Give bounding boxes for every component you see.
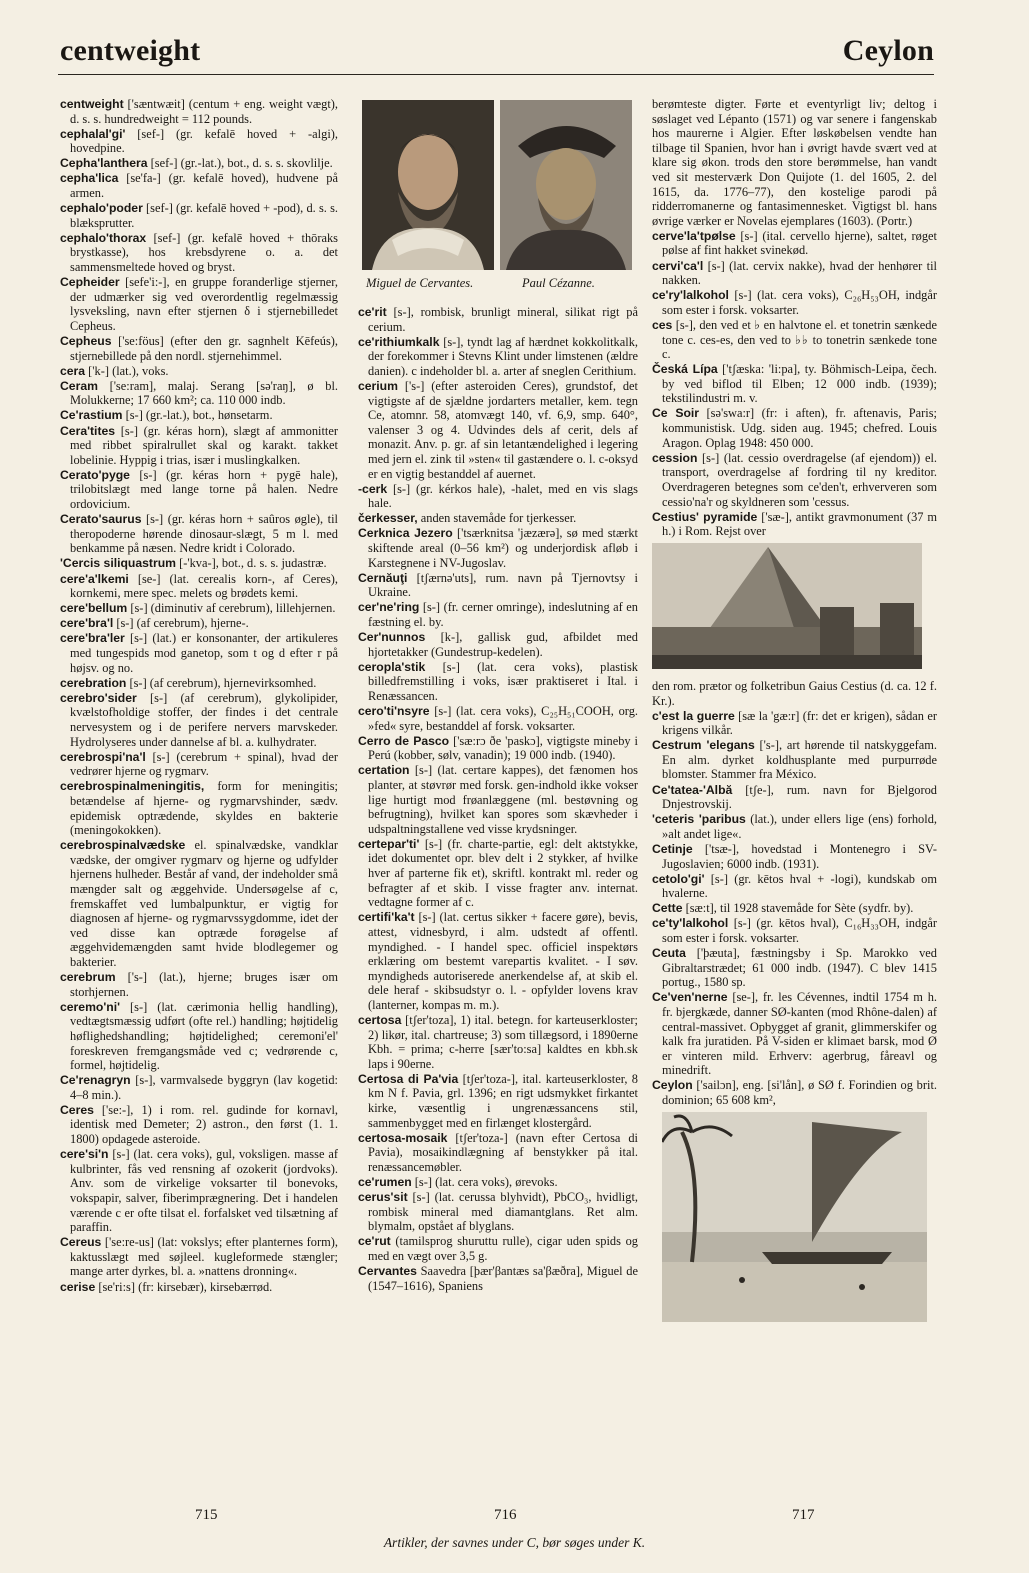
entry-definition: ['þæuta], fæstningsby i Sp. Marokko ved Gibraltarstrædet; 61 000 indb. (1947). C blev 1415 portug., 1580 sp. [662, 946, 937, 990]
dictionary-entry [358, 1072, 638, 1130]
dictionary-entry [358, 1234, 638, 1263]
entry-definition: [se'fa-] (gr. kefalē hoved), hudvene på armen. [70, 171, 338, 201]
dictionary-entry [60, 364, 338, 379]
entry-definition: [s-] (gr. kētos hval), C₁₆H₃₃OH, indgår som ester i forsk. voksarter. [662, 916, 937, 945]
entry-headword: Cette [652, 901, 683, 916]
cervantes-portrait [362, 100, 494, 270]
entry-definition: [s-] (gr.-lat.), bot., hønsetarm. [122, 408, 273, 423]
entry-headword: čerkesser, [358, 511, 418, 526]
dictionary-entry [60, 424, 338, 468]
entry-headword: Cer'nunnos [358, 630, 426, 645]
entry-definition: [tʃer'toza-], ital. karteuserkloster, 8 km N f. Pavia, grl. 1396; en rigt udsmykket firkantet kirke, væsentlig i ungrenæssancens stil, sammenbygget med en firlænget klostergård. [368, 1071, 638, 1130]
dictionary-entry [60, 408, 338, 423]
dictionary-entry [652, 901, 937, 916]
entry-definition: ['tsærknitsa 'jæzærə], sø med stærkt skiftende areal (0–56 km²) og underjordisk afløb i Karstegnene i NV-Jugoslav. [368, 526, 639, 570]
dictionary-entry [652, 451, 937, 509]
entry-definition: [s-] (lat. cerussa blyhvidt), PbCO₃, hvidligt, rombisk mineral med diamantglans. Ret alm. blymalm, opstået af blyglans. [368, 1190, 638, 1234]
cervantes-continuation: berømteste digter. Førte et eventyrligt liv; deltog i søslaget ved Lépanto (1571) og var senere i fangenskab hos maurerne i Algier. Efter løskøbelsen vendte han tilbage til Spanien, hvor han i øvrigt havde svært ved at klare sig økon. trods den store berømmelse, han vandt ved sit mesterværk Don Quijote (1. del 1605, 2. del 1615, da. 1776–77), den kostelige parodi på ridderromanerne og fantasimennesket. Vigtigst bl. hans øvrige værker er Novelas ejemplares (1603). (Portr.) [652, 97, 937, 228]
entry-headword: Ceylon [652, 1078, 693, 1093]
entry-definition: [tʃærnə'uts], rum. navn på Tjernovtsy i Ukraine. [368, 570, 638, 600]
entry-definition: [s-] (gr. kéras horn + saûros øgle), til theropoderne hørende dinosaur-slægt, 5 m l. med benkamme på næsen. Nedre kridt i Colorado. [70, 512, 338, 556]
entry-headword: cere'bellum [60, 601, 128, 616]
entry-definition: [s-] (fr. charte-partie, egl: delt aktstykke, idet dokumentet opr. blev delt i 2 stykker, af hvilke hver af parterne fik et), skriftl. kontrakt ml. reder og befragter af et skib. I visse fragter anv. internat. vedtagne former af c. [368, 836, 638, 910]
entry-definition: [sef-] (gr. kefalē hoved + -algi), hovedpine. [70, 126, 338, 156]
dictionary-entry [358, 526, 638, 570]
right-running-headword: Ceylon [842, 34, 934, 67]
entry-definition: ['k-] (lat.), voks. [85, 363, 169, 378]
entry-headword: Ce'rastium [60, 408, 123, 423]
dictionary-entry [358, 600, 638, 629]
dictionary-entry [60, 750, 338, 779]
entry-definition: [s-] (lat. certus sikker + facere gøre), bevis, attest, vidnesbyrd, i alm. udstedt af offentl. myndighed. - I handel spec. officiel inspektørs erklæring om bestemt varepartis kvalitet. - I søv. myndigheds autoriserede anerkendelse af, at skib el. dele heraf - skibsudstyr o. l. - opfylder lovens krav (lanterner, kompas m. m.). [368, 910, 638, 1012]
dictionary-entry [60, 556, 338, 571]
page-number-middle: 716 [494, 1507, 517, 1523]
column-right [652, 97, 937, 1326]
entry-definition: ['sæ:rɔ ðe 'paskɔ], vigtigste mineby i Perú (kobber, sølv, vanadin); 19 000 indb. (1940). [368, 733, 638, 763]
entry-definition: el. spinalvædske, vandklar vædske, der omgiver rygmarv og hjerne og udfylder hjernens hulheder. Består af vand, der indeholder små mængder salt og æggehvide. Undersøgelse af c, fremskaffet ved lumbalpunktur, er vigtig for diagnosen af hjerne- og rygmarvssygdomme, idet der ved disse kan optræde forøgelse af æggehvidemængden samt hvide blodlegemer og bakterier. [70, 838, 338, 969]
entry-definition: [s-] (lat. cervix nakke), hvad der henhører til nakken. [662, 258, 937, 288]
portrait-figures [362, 100, 634, 300]
entry-headword: ce'ty'lalkohol [652, 916, 729, 931]
entry-definition: [s-], tyndt lag af hærdnet kokkolitkalk, der forekommer i Stevns Klint under limstenen (ældre danien). c indeholder bl. a. arter af sneglen Cerithium. [368, 334, 638, 378]
entry-headword: cere'bra'l [60, 616, 114, 631]
entry-definition: form for meningitis; betændelse af hjerne- og rygmarvshinder, sædv. epidemisk optrædende, skyldes en bakterie (meningokokken). [70, 779, 338, 838]
entry-headword: cero'ti'nsyre [358, 704, 430, 719]
entry-headword: Ceuta [652, 946, 686, 961]
dictionary-entry [652, 738, 937, 782]
entry-headword: ce'rut [358, 1234, 391, 1249]
entry-headword: Ceres [60, 1102, 94, 1117]
entry-headword: Cestrum 'elegans [652, 738, 755, 753]
entry-headword: certifi'ka't [358, 910, 415, 925]
dictionary-entry [358, 630, 638, 659]
dictionary-entry [60, 201, 338, 230]
dictionary-entry [652, 872, 937, 901]
entry-headword: Cestius' pyramide [652, 509, 758, 524]
entry-headword: Česká Lípa [652, 362, 718, 377]
entry-headword: cer'ne'ring [358, 600, 420, 615]
entry-definition: ['s-] (lat.), hjerne; bruges især om storhjernen. [70, 970, 338, 999]
entry-definition: [s-], den ved et ♭ en halvtone el. et tonetrin sænkede tone c. ces-es, den ved to ♭♭ to tonetrin sænkede tone c. [662, 317, 937, 362]
dictionary-entry [60, 275, 338, 333]
entry-definition: [s-] (diminutiv af cerebrum), lillehjernen. [127, 601, 336, 616]
entry-headword: Cera'tites [60, 423, 116, 438]
entry-headword: cetolo'gi' [652, 871, 705, 886]
entry-definition: [s-], rombisk, brunligt mineral, silikat rigt på cerium. [368, 305, 638, 334]
entry-headword: Cerato'pyge [60, 467, 130, 482]
entry-definition: ['sæntwæit] (centum + eng. weight vægt), d. s. s. hundredweight = 112 pounds. [70, 97, 338, 126]
entry-headword: Cerknica Jezero [358, 526, 453, 541]
entry-headword: Cerato'saurus [60, 512, 142, 527]
dictionary-entry [652, 842, 937, 871]
entry-definition: [sefe'i:-], en gruppe foranderlige stjerner, der udmærker sig ved overordentlig regelmæssig lysveksling, navn efter stjernen δ i stjernebilledet Cepheus. [70, 275, 338, 333]
entry-definition: [sef-] (gr. kefalē hoved + thōraks brystkasse), hos krebsdyrene o. a. det sammensmeltede hoved og bryst. [70, 230, 338, 275]
entry-headword: 'ceteris 'paribus [652, 812, 746, 827]
entry-headword: Ce'tatea-'Albă [652, 782, 733, 797]
entry-definition: [sef-] (gr.-lat.), bot., d. s. s. skovlilje. [147, 156, 333, 171]
entry-headword: Cereus [60, 1235, 102, 1250]
dictionary-entry [60, 468, 338, 512]
dictionary-entry [652, 259, 937, 288]
dictionary-entry [652, 990, 937, 1078]
dictionary-entry [60, 779, 338, 837]
entry-headword: cerebrospinalmeningitis, [60, 779, 205, 794]
entry-headword: certation [358, 763, 410, 778]
dictionary-entry [652, 362, 937, 406]
entry-headword: Ceram [60, 378, 98, 393]
dictionary-entry [358, 837, 638, 910]
entry-definition: [s-] (lat. certare kappes), det fænomen hos planter, at støvrør med forsk. gen-indhold ikke vokser lige hurtigt mod frøanlæggene (ml. bestøvning og befrugtning), hvilket kan spores som skævheder i udspaltningstallene ved visse krydsninger. [368, 763, 638, 836]
entry-definition: [tʃe-], rum. navn for Bjelgorod Dnjestrovskij. [662, 782, 937, 812]
dictionary-entry [60, 156, 338, 171]
entry-headword: Cepheus [60, 334, 112, 348]
entry-definition: [se-], fr. les Cévennes, indtil 1754 m h. fr. bjergkæde, danner SØ-kanten (mod Rhône-dalen) af central-massivet. Opbygget af granit, glimmerskifer og kalk fra juratiden. På V-siden er klimaet barsk, mod Ø er vinteren mild. Erhverv: agerbrug, fåreavl og minedrift. [662, 990, 937, 1078]
dictionary-entry [60, 1073, 338, 1102]
dictionary-entry [60, 691, 338, 749]
entry-definition: [s-] (lat. cessio overdragelse (af ejendom)) el. transport, overdragelse af fordring til ny kreditor. Overdrageren betegnes som ce'den't, erhververen som cessio'na'r og skyldneren som 'cessus. [662, 450, 937, 509]
dictionary-entry [60, 379, 338, 408]
entry-definition: ['se:-], 1) i rom. rel. gudinde for kornavl, identisk med Demeter; 2) astron., den først (1. 1. 1800) opdagede asteroide. [70, 1102, 338, 1147]
entry-headword: ce'rit [358, 305, 387, 319]
cestius-continuation: den rom. prætor og folketribun Gaius Cestius (d. ca. 12 f. Kr.). [652, 678, 937, 708]
left-running-headword: centweight [60, 34, 201, 67]
dictionary-entry [652, 318, 937, 362]
entry-headword: Ce'ven'nerne [652, 990, 728, 1005]
cezanne-portrait [500, 100, 632, 270]
dictionary-entry [60, 97, 338, 126]
entry-definition: Saavedra [þær'βantæs sa'βæðra], Miguel de (1547–1616), Spaniens [368, 1264, 638, 1293]
dictionary-entry [652, 709, 937, 738]
entry-definition: [s-] (lat. cera voks), gul, voksligen. masse af kulbrinter, fås ved rensning af ozokerit (jordvoks). Anv. som de virkelige voksarter til bonevoks, vokspapir, salver, fiberimprægnering. Det i handelen værende c er ofte tilsat el. forfalsket ved tilsætning af paraffin. [70, 1147, 338, 1235]
dictionary-entry [358, 305, 638, 334]
dictionary-entry [358, 1190, 638, 1234]
entry-headword: cerus'sit [358, 1190, 408, 1205]
entry-headword: cession [652, 450, 698, 465]
dictionary-entry [60, 127, 338, 156]
entry-headword: cera [60, 363, 86, 378]
dictionary-entry [60, 1103, 338, 1147]
entry-headword: ce'ry'lalkohol [652, 288, 729, 303]
column-left [60, 97, 338, 1295]
entry-definition: [s-] (lat. cera voks), ørevoks. [411, 1175, 558, 1190]
entry-definition: ['sæ-], antikt gravmonument (37 m h.) i Rom. Rejst over [662, 509, 938, 539]
dictionary-entry [358, 734, 638, 763]
entry-definition: [s-] (af cerebrum), hjernevirksomhed. [126, 675, 317, 690]
entry-headword: ces [652, 317, 673, 332]
dictionary-entry [60, 1235, 338, 1279]
dictionary-entry [652, 229, 937, 258]
column-middle [358, 305, 638, 1294]
dictionary-entry [652, 783, 937, 812]
entry-definition: ['sailɔn], eng. [si'lån], ø SØ f. Forindien og brit. dominion; 65 608 km², [662, 1078, 937, 1108]
entry-headword: certosa-mosaik [358, 1130, 448, 1145]
entry-headword: ceropla'stik [358, 659, 426, 674]
entry-headword: cepha'lica [60, 171, 119, 186]
dictionary-entry [358, 482, 638, 511]
entry-definition: [-'kva-], bot., d. s. s. judastræ. [176, 556, 327, 571]
entry-definition: [sef-] (gr. kefalē hoved + -pod), d. s. s. blæksprutter. [70, 201, 338, 230]
dictionary-entry [60, 616, 338, 631]
dictionary-entry [358, 379, 638, 481]
dictionary-entry [358, 571, 638, 600]
entry-definition: [sæ:t], til 1928 stavemåde for Sète (sydfr. by). [682, 901, 914, 916]
dictionary-entry [60, 171, 338, 200]
dictionary-entry [358, 910, 638, 1012]
entry-definition: [sə'swa:r] (fr: i aften), fr. aftenavis, Paris; kommunistisk. Udg. siden aug. 1945; chefred. Louis Aragon. Oplag 1948: 450 000. [662, 406, 938, 450]
entry-headword: cephalo'thorax [60, 230, 147, 245]
entry-headword: cephalal'gi' [60, 126, 126, 141]
entry-headword: cere'si'n [60, 1147, 109, 1162]
dictionary-entry [652, 406, 937, 450]
entry-headword: cerium [358, 378, 398, 393]
entry-headword: cerebration [60, 675, 127, 690]
entry-definition: ['tʃæska: 'li:pa], ty. Böhmisch-Leipa, čech. by ved biflod til Elben; 12 000 indb. (1939); tekstilindustri m. v. [662, 362, 937, 406]
page-number-left: 715 [195, 1507, 218, 1523]
entry-definition: [s-] (lat. cera voks), plastisk billedfremstilling i voks, især praktiseret i Ital. i Renæssancen. [368, 659, 638, 703]
entry-headword: cerebrum [60, 970, 116, 985]
entry-headword: certepar'ti' [358, 836, 420, 851]
footer-note: Artikler, der savnes under C, bør søges under K. [383, 1535, 646, 1550]
dictionary-entry [652, 288, 937, 317]
portrait-caption-cezanne: Paul Cézanne. [522, 276, 595, 290]
entry-headword: -cerk [358, 481, 388, 496]
dictionary-entry [358, 335, 638, 379]
page-header [58, 28, 934, 75]
entry-headword: ceremo'ni' [60, 999, 120, 1014]
dictionary-entry [358, 660, 638, 704]
entry-definition: [s-] (cerebrum + spinal), hvad der vedrører hjerne og rygmarv. [70, 749, 338, 779]
entry-definition: [s-] (lat.) er konsonanter, der artikuleres med tungespids mod ganetop, som t og d efter r på højsv. og no. [70, 631, 338, 675]
entry-definition: [k-], gallisk gud, afbildet med hjortetakker (Gundestrup-kedelen). [368, 630, 638, 659]
dictionary-entry [60, 1147, 338, 1235]
entry-headword: cervi'ca'l [652, 258, 704, 273]
entry-definition: [s-] (af cerebrum), hjerne-. [113, 616, 249, 631]
entry-headword: cere'a'lkemi [60, 571, 129, 586]
entry-headword: c'est la guerre [652, 708, 735, 723]
entry-definition: [s-] (gr. kéras horn), slægt af ammonitter med ribbet spiralrullet skal og karakt. takket lobelinie. Hyppig i trias, især i muslingkalken. [70, 423, 338, 467]
entry-definition: [s-], varmvalsede byggryn (lav kogetid: 4–8 min.). [70, 1073, 338, 1102]
pyramid-of-cestius-photo [652, 543, 922, 669]
dictionary-entry [60, 676, 338, 691]
entry-definition: [s-] (lat. cera voks), C₂₆H₅₃OH, indgår som ester i forsk. voksarter. [662, 288, 937, 317]
entry-headword: ce'rumen [358, 1175, 412, 1190]
entry-definition: [s-] (lat. cera voks), C₂₅H₅₁COOH, org. »fed« syre, bestanddel af forsk. voksarter. [368, 704, 638, 733]
entry-headword: cere'bra'ler [60, 631, 125, 646]
entry-definition: anden stavemåde for tjerkesser. [417, 511, 577, 526]
entry-headword: Ce'renagryn [60, 1073, 131, 1088]
entry-definition: [s-] (lat. cærimonia hellig handling), vedtægtsmæssig udført (ofte rel.) handling; højtidelig høflighedshandling; højtidelighed; ceremoni'el' foreskreven fremgangsmåde ved c; vedrørende c, formel, højtidelig. [70, 999, 338, 1073]
entry-definition: [sæ la 'gæ:r] (fr: det er krigen), sådan er krigens vilkår. [662, 708, 937, 738]
entry-definition: ['tsæ-], hovedstad i Montenegro i SV-Jugoslavien; 6000 indb. (1931). [662, 841, 937, 871]
entry-headword: 'Cercis siliquastrum [60, 556, 177, 571]
dictionary-entry [60, 838, 338, 969]
entry-headword: cerise [60, 1279, 96, 1294]
entry-headword: cerebrospi'na'l [60, 749, 146, 764]
page-number-right: 717 [792, 1507, 815, 1523]
entry-headword: Ce Soir [652, 406, 700, 421]
entry-definition: ['s-] (efter asteroiden Ceres), grundstof, det vigtigste af de sjældne jordarters metaller, kem. tegn Ce, atomnr. 58, atomvægt 140, vf. 6,9, smp. 640°, valenser 3 og 4. Udvindes dels af cerit, dels af monazit. Anv. p. gr. af sin letantændelighed i legering med jern el. zink til »sten« til gastændere o. l. c-oksyd er en vigtig bestanddel af auernet. [368, 378, 638, 481]
dictionary-entry [358, 1131, 638, 1175]
entry-headword: Cerro de Pasco [358, 733, 450, 748]
dictionary-entry [60, 1000, 338, 1073]
dictionary-entry [358, 1175, 638, 1190]
entry-definition: ['se:föus] (efter den gr. sagnhelt Kēfeús), stjernebillede på den nordl. stjernehimmel. [70, 334, 338, 363]
entry-definition: [s-] (fr. cerner omringe), indeslutning af en fæstning el. by. [368, 600, 638, 629]
entry-definition: [se-] (lat. cerealis korn-, af Ceres), kornkemi, mere spec. melets og brødets kemi. [70, 571, 338, 601]
dictionary-entry [60, 601, 338, 616]
entry-definition: (lat.), under ellers lige (ens) forhold, »alt andet lige«. [662, 812, 937, 841]
entry-definition: ['se:re-us] (lat: vokslys; efter planternes form), kaktusslægt med søjleel. kugleformede stængler; mange arter dyrkes, bl. a. »nattens dronning«. [70, 1235, 338, 1279]
entry-headword: cerebrospinalvædske [60, 838, 186, 853]
entry-headword: centweight [60, 97, 124, 111]
dictionary-entry [60, 1280, 338, 1295]
entry-definition: (tamilsprog shuruttu rulle), cigar uden spids og med en vægt over 3,5 g. [368, 1234, 638, 1263]
dictionary-entry [60, 631, 338, 675]
entry-definition: ['s-], art hørende til natskyggefam. En alm. dyrket koldhusplante med purpurrøde blomster. Stammer fra México. [662, 738, 937, 782]
entry-definition: [s-] (gr. kérkos hale), -halet, med en vis slags hale. [368, 481, 638, 511]
entry-headword: certosa [358, 1013, 402, 1027]
entry-definition: [tʃer'toza-] (navn efter Certosa di Pavia), mosaikindlægning af benstykker på ital. renæssancemøbler. [368, 1130, 638, 1174]
entry-definition: [s-] (gr. kētos hval + -logi), kundskab om hvalerne. [662, 871, 937, 901]
dictionary-entry [60, 572, 338, 601]
entry-headword: cerve'la'tpølse [652, 228, 736, 243]
entry-headword: Certosa di Pa'via [358, 1071, 459, 1086]
ceylon-beach-photo [662, 1112, 927, 1322]
dictionary-entry [60, 231, 338, 275]
dictionary-entry [358, 704, 638, 733]
entry-definition: [s-] (af cerebrum), glykolipider, kvælstofholdige stoffer, der findes i det centrale nervesystem og i de perifere nervers marvskeder. Hydrolyseres under dannelse af bl. a. kulhydrater. [70, 690, 338, 749]
dictionary-entry [60, 512, 338, 556]
entry-definition: [s-] (ital. cervello hjerne), saltet, røget pølse af fint hakket svinekød. [662, 228, 937, 258]
entry-headword: Cernăuţi [358, 570, 408, 585]
dictionary-entry [652, 510, 937, 539]
dictionary-entry [652, 916, 937, 945]
entry-definition: ['se:ram], malaj. Serang [sə'raŋ], ø bl. Molukkerne; 17 660 km²; ca. 110 000 indb. [70, 378, 338, 408]
entry-headword: Cepha'lanthera [60, 156, 148, 171]
page-numbers [0, 1507, 1029, 1527]
entry-headword: Cetinje [652, 841, 693, 856]
dictionary-entry [358, 511, 638, 526]
dictionary-entry [358, 763, 638, 836]
dictionary-entry [358, 1264, 638, 1293]
entry-headword: Cervantes [358, 1264, 417, 1279]
entry-headword: ce'rithiumkalk [358, 334, 440, 349]
dictionary-entry [652, 812, 937, 841]
dictionary-entry [358, 1013, 638, 1071]
portrait-caption-cervantes: Miguel de Cervantes. [366, 276, 474, 290]
entry-definition: [s-] (gr. kéras horn + pygē hale), trilobitslægt med lange torne på halen. Nedre ordovicium. [70, 467, 338, 512]
dictionary-entry [60, 334, 338, 363]
entry-headword: cephalo'poder [60, 201, 143, 216]
dictionary-entry [652, 946, 937, 990]
entry-definition: [tʃer'toza], 1) ital. betegn. for karteuserkloster; 2) likør, ital. chartreuse; 3) som tillægsord, i 1890erne Kbh. = prima; c-herre [sær'to:sa] kaldtes en kbh.sk laps i 90erne. [368, 1013, 638, 1071]
dictionary-entry [652, 1078, 937, 1107]
entry-headword: cerebro'sider [60, 690, 137, 705]
entry-definition: [se'ri:s] (fr: kirsebær), kirsebærrød. [95, 1279, 273, 1294]
entry-headword: Cepheider [60, 275, 120, 290]
dictionary-entry [60, 970, 338, 999]
